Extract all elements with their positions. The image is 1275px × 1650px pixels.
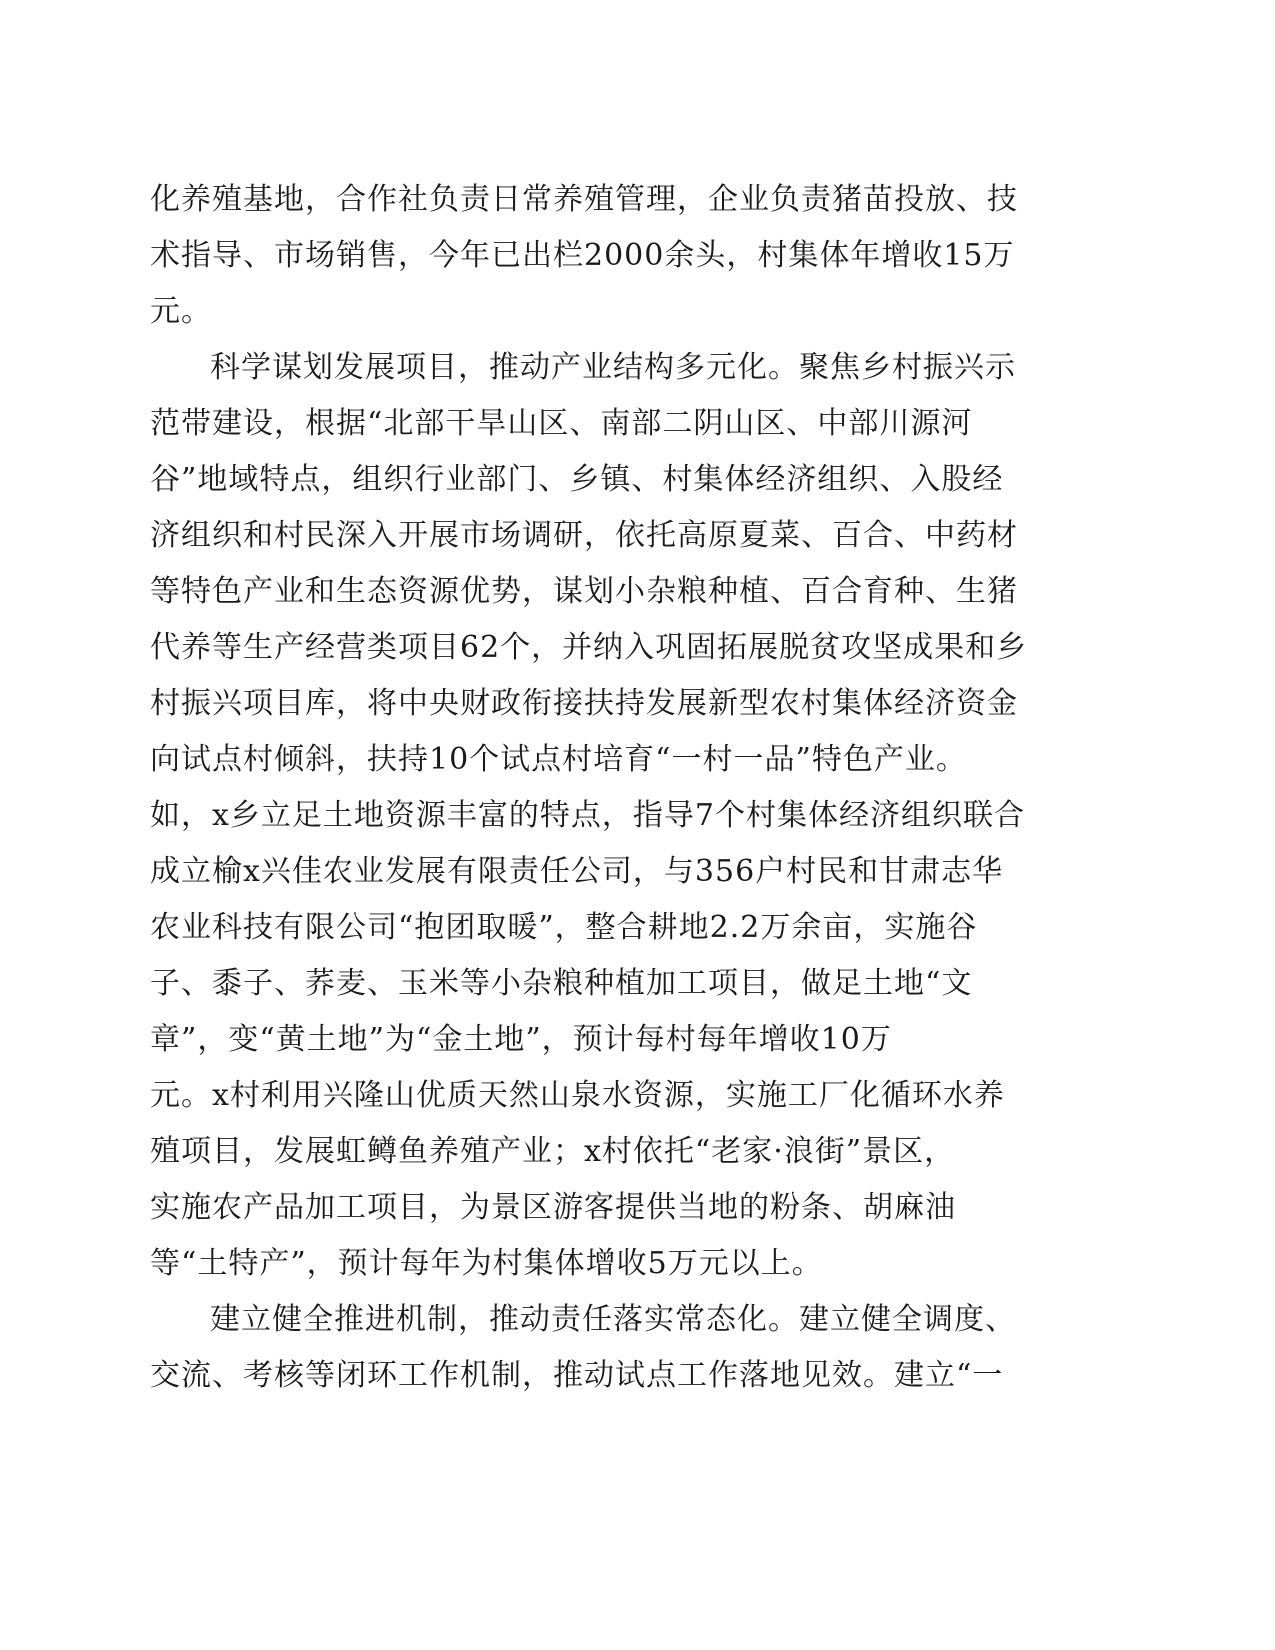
paragraph-start-line: 科学谋划发展项目，推动产业结构多元化。聚焦乡村振兴示 xyxy=(210,350,1016,385)
text-line: 子、黍子、荞麦、玉米等小杂粮种植加工项目，做足土地“文 xyxy=(150,966,973,1001)
text-line: 代养等生产经营类项目62个，并纳入巩固拓展脱贫攻坚成果和乡 xyxy=(150,630,1028,665)
paragraph-start-line: 建立健全推进机制，推动责任落实常态化。建立健全调度、 xyxy=(210,1302,1016,1337)
text-line: 元。 xyxy=(150,294,212,329)
text-line: 实施农产品加工项目，为景区游客提供当地的粉条、胡麻油 xyxy=(150,1190,956,1225)
text-line: 章”，变“黄土地”为“金土地”，预计每村每年增收10万 xyxy=(150,1022,892,1057)
text-line: 等“土特产”，预计每年为村集体增收5万元以上。 xyxy=(150,1246,823,1281)
text-line: 殖项目，发展虹鳟鱼养殖产业；x村依托“老家·浪街”景区， xyxy=(150,1134,956,1169)
text-line: 化养殖基地，合作社负责日常养殖管理，企业负责猪苗投放、技 xyxy=(150,182,1018,217)
text-line: 范带建设，根据“北部干旱山区、南部二阴山区、中部川源河 xyxy=(150,406,973,441)
text-line: 谷”地域特点，组织行业部门、乡镇、村集体经济组织、入股经 xyxy=(150,462,1004,497)
text-line: 成立榆x兴佳农业发展有限责任公司，与356户村民和甘肃志华 xyxy=(150,854,1004,889)
text-line: 交流、考核等闭环工作机制，推动试点工作落地见效。建立“一 xyxy=(150,1358,1004,1393)
text-line: 如，x乡立足土地资源丰富的特点，指导7个村集体经济组织联合 xyxy=(150,798,1026,833)
text-line: 元。x村利用兴隆山优质天然山泉水资源，实施工厂化循环水养 xyxy=(150,1078,1005,1113)
text-line: 村振兴项目库，将中央财政衔接扶持发展新型农村集体经济资金 xyxy=(150,686,1018,721)
text-line: 农业科技有限公司“抱团取暖”，整合耕地2.2万余亩，实施谷 xyxy=(150,910,978,945)
text-line: 济组织和村民深入开展市场调研，依托高原夏菜、百合、中药材 xyxy=(150,518,1018,553)
text-line: 等特色产业和生态资源优势，谋划小杂粮种植、百合育种、生猪 xyxy=(150,574,1018,609)
text-line: 术指导、市场销售，今年已出栏2000余头，村集体年增收15万 xyxy=(150,238,1015,273)
text-line: 向试点村倾斜，扶持10个试点村培育“一村一品”特色产业。 xyxy=(150,742,967,777)
